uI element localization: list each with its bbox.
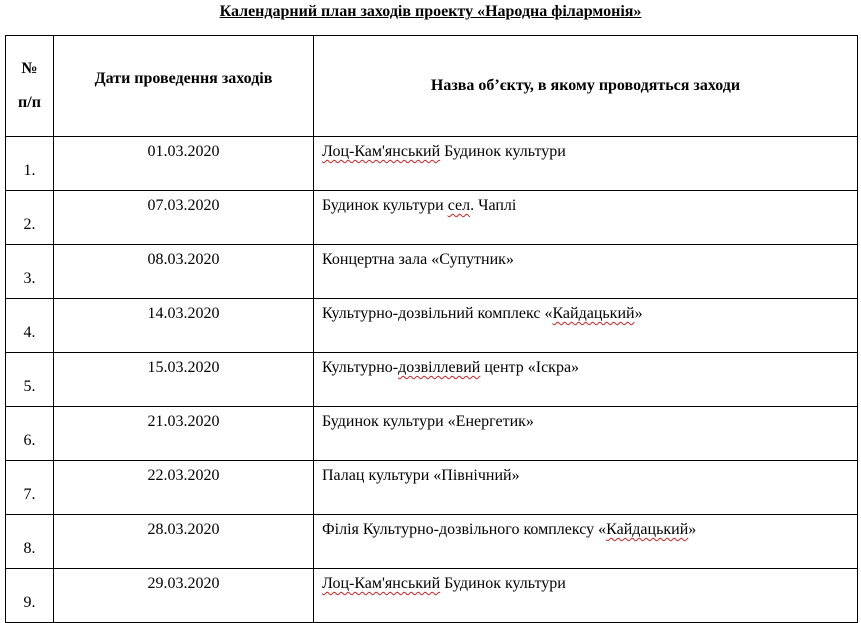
row-number: 7. <box>6 461 54 515</box>
table-row <box>6 461 858 515</box>
event-date: 21.03.2020 <box>54 407 314 461</box>
row-number: 1. <box>6 137 54 191</box>
table-row <box>6 569 858 623</box>
event-date: 14.03.2020 <box>54 299 314 353</box>
table-body <box>6 137 858 623</box>
venue-name: Будинок культури сел. Чаплі <box>314 191 858 245</box>
spellcheck-flag: Лоц-Кам'янський <box>322 143 441 160</box>
table-row <box>6 191 858 245</box>
spellcheck-flag: сел <box>447 197 471 214</box>
spellcheck-flag: дозвіллевий <box>398 359 481 376</box>
table-row <box>6 299 858 353</box>
header-number <box>6 36 54 137</box>
event-date: 15.03.2020 <box>54 353 314 407</box>
venue-name: Лоц-Кам'янський Будинок культури <box>314 137 858 191</box>
table-row <box>6 515 858 569</box>
venue-name: Будинок культури «Енергетик» <box>314 407 858 461</box>
event-date: 28.03.2020 <box>54 515 314 569</box>
row-number: 2. <box>6 191 54 245</box>
row-number: 8. <box>6 515 54 569</box>
row-number: 6. <box>6 407 54 461</box>
spellcheck-flag: Кайдацький <box>606 521 689 538</box>
header-number-abbr: п/п <box>18 94 41 111</box>
row-number: 4. <box>6 299 54 353</box>
venue-name: Культурно-дозвільний комплекс «Кайдацький» <box>314 299 858 353</box>
event-date: 22.03.2020 <box>54 461 314 515</box>
table-row <box>6 353 858 407</box>
header-dates-label: Дати проведення заходів <box>94 70 273 87</box>
table-row <box>6 245 858 299</box>
spellcheck-flag: Лоц-Кам'янський <box>322 575 441 592</box>
table-row <box>6 407 858 461</box>
venue-name: Лоц-Кам'янський Будинок культури <box>314 569 858 623</box>
event-date: 08.03.2020 <box>54 245 314 299</box>
venue-name: Культурно-дозвіллевий центр «Іскра» <box>314 353 858 407</box>
document-title: Календарний план заходів проекту «Народна філармонія» <box>219 3 642 20</box>
header-venue: Назва об’єкту, в якому проводяться заходи <box>314 36 858 137</box>
row-number: 3. <box>6 245 54 299</box>
event-date: 01.03.2020 <box>54 137 314 191</box>
table-header-row <box>6 36 858 137</box>
header-number-symbol: № <box>21 60 38 77</box>
table-row <box>6 137 858 191</box>
event-date: 07.03.2020 <box>54 191 314 245</box>
header-dates <box>54 36 314 137</box>
venue-name: Філія Культурно-дозвільного комплексу «Кайдацький» <box>314 515 858 569</box>
event-date: 29.03.2020 <box>54 569 314 623</box>
spellcheck-flag: Кайдацький <box>552 305 635 322</box>
venue-name: Палац культури «Північний» <box>314 461 858 515</box>
venue-name: Концертна зала «Супутник» <box>314 245 858 299</box>
row-number: 9. <box>6 569 54 623</box>
row-number: 5. <box>6 353 54 407</box>
